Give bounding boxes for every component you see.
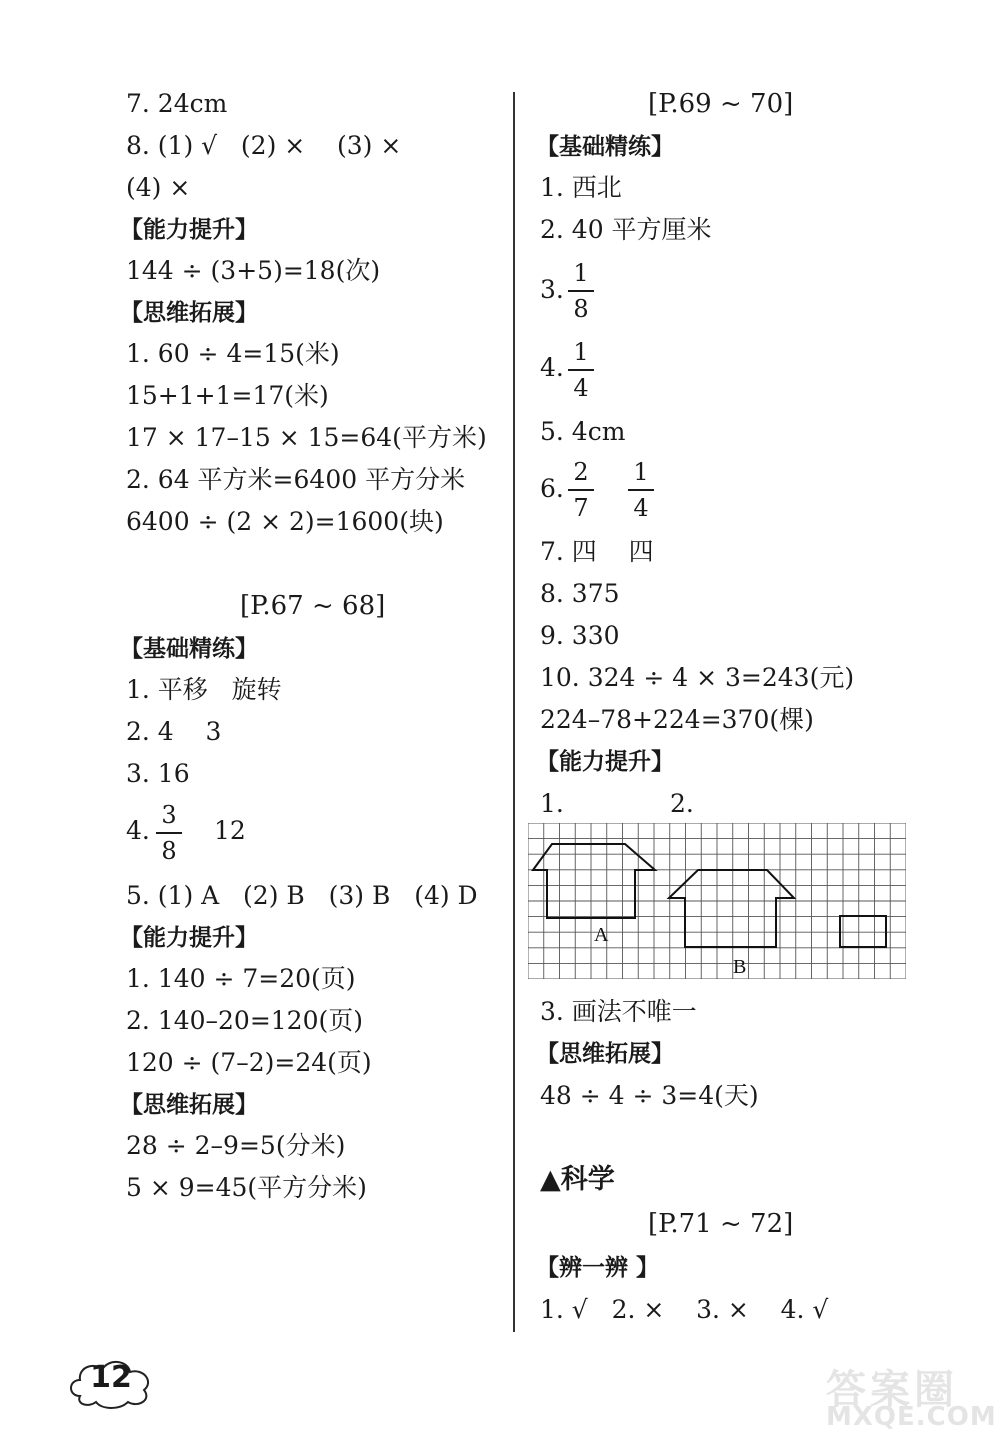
answer-line: 2. 4 3	[126, 717, 222, 746]
page-number: 12	[90, 1360, 132, 1395]
fraction-bar	[156, 832, 182, 834]
answer-line: 224–78+224=370(棵)	[540, 705, 814, 734]
fraction-bar	[568, 489, 594, 491]
section-heading: 【辨一辨 】	[536, 1255, 660, 1281]
answer-line: 48 ÷ 4 ÷ 3=4(天)	[540, 1081, 759, 1110]
fraction	[568, 258, 594, 324]
shape-a-label: A	[594, 924, 609, 946]
answer-line: 7. 24cm	[126, 89, 228, 118]
answer-line-prefix: 6.	[540, 474, 564, 503]
answer-line: 1. 60 ÷ 4=15(米)	[126, 339, 340, 368]
answer-line: 144 ÷ (3+5)=18(次)	[126, 256, 381, 285]
section-heading: 【能力提升】	[536, 749, 674, 775]
page-number-badge	[66, 1352, 156, 1410]
watermark-url: MXQE.COM	[826, 1402, 997, 1432]
answer-line: 5 × 9=45(平方分米)	[126, 1173, 367, 1202]
fraction-bar	[568, 369, 594, 371]
answer-line: 1. √ 2. × 3. × 4. √	[540, 1295, 829, 1324]
answer-line: (4) ×	[126, 173, 191, 202]
fraction-numerator: 1	[573, 259, 589, 287]
shape-b-label: B	[733, 956, 747, 978]
section-heading: 【思维拓展】	[120, 300, 258, 326]
answer-line: 5. (1) A (2) B (3) B (4) D	[126, 881, 478, 910]
fraction-numerator: 2	[573, 458, 589, 486]
page-range-header: [P.67 ~ 68]	[240, 591, 386, 621]
fraction	[156, 800, 182, 866]
subject-heading: ▲科学	[540, 1164, 615, 1195]
section-heading: 【基础精练】	[120, 636, 258, 662]
answer-line: 120 ÷ (7–2)=24(页)	[126, 1048, 372, 1077]
fraction	[568, 337, 594, 403]
fraction-numerator: 1	[633, 458, 649, 486]
shape-b-outline	[669, 870, 794, 947]
answer-line: 6400 ÷ (2 × 2)=1600(块)	[126, 507, 444, 536]
answer-line: 7. 四 四	[540, 537, 654, 566]
answer-line: 3. 画法不唯一	[540, 997, 697, 1026]
fraction-bar	[628, 489, 654, 491]
fraction-denominator: 8	[573, 295, 589, 323]
answer-line: 3. 16	[126, 759, 190, 788]
grid-drawing-figure	[528, 823, 906, 979]
answer-line: 15+1+1=17(米)	[126, 381, 329, 410]
answer-line: 8. 375	[540, 579, 620, 608]
answer-line: 10. 324 ÷ 4 × 3=243(元)	[540, 663, 855, 692]
figure-number: 1.	[540, 789, 564, 818]
section-heading: 【思维拓展】	[120, 1092, 258, 1118]
answer-line: 1. 平移 旋转	[126, 675, 282, 704]
square-outline	[840, 916, 886, 947]
fraction-denominator: 8	[161, 837, 177, 865]
section-heading: 【能力提升】	[120, 925, 258, 951]
fraction	[568, 457, 594, 523]
answer-line: 8. (1) √ (2) × (3) ×	[126, 131, 402, 160]
section-heading: 【能力提升】	[120, 217, 258, 243]
fraction-numerator: 1	[573, 338, 589, 366]
answer-line: 5. 4cm	[540, 417, 626, 446]
column-divider	[513, 92, 515, 1332]
answer-line-prefix: 3.	[540, 275, 564, 304]
answer-line: 2. 140–20=120(页)	[126, 1006, 363, 1035]
fraction-denominator: 7	[573, 494, 589, 522]
answer-line: 1. 西北	[540, 173, 622, 202]
site-watermark	[820, 1358, 1000, 1438]
answer-line-prefix: 4.	[540, 353, 564, 382]
fraction-numerator: 3	[161, 801, 177, 829]
answer-line: 17 × 17–15 × 15=64(平方米)	[126, 423, 487, 452]
answer-line: 2. 40 平方厘米	[540, 215, 712, 244]
answer-line: 9. 330	[540, 621, 620, 650]
page-range-header: [P.69 ~ 70]	[648, 89, 794, 119]
fraction-denominator: 4	[633, 494, 649, 522]
page-range-header: [P.71 ~ 72]	[648, 1209, 794, 1239]
fraction-bar	[568, 290, 594, 292]
fraction-denominator: 4	[573, 374, 589, 402]
answer-line-suffix: 12	[214, 816, 246, 845]
answer-line-prefix: 4.	[126, 816, 150, 845]
watermark-title: 答案圈	[826, 1367, 958, 1413]
fraction	[628, 457, 654, 523]
grid-lines	[528, 823, 906, 979]
answer-line: 2. 64 平方米=6400 平方分米	[126, 465, 466, 494]
section-heading: 【基础精练】	[536, 134, 674, 160]
section-heading: 【思维拓展】	[536, 1041, 674, 1067]
answer-line: 1. 140 ÷ 7=20(页)	[126, 964, 356, 993]
shape-a-outline	[533, 844, 655, 918]
answer-line: 28 ÷ 2–9=5(分米)	[126, 1131, 346, 1160]
figure-number: 2.	[670, 789, 694, 818]
